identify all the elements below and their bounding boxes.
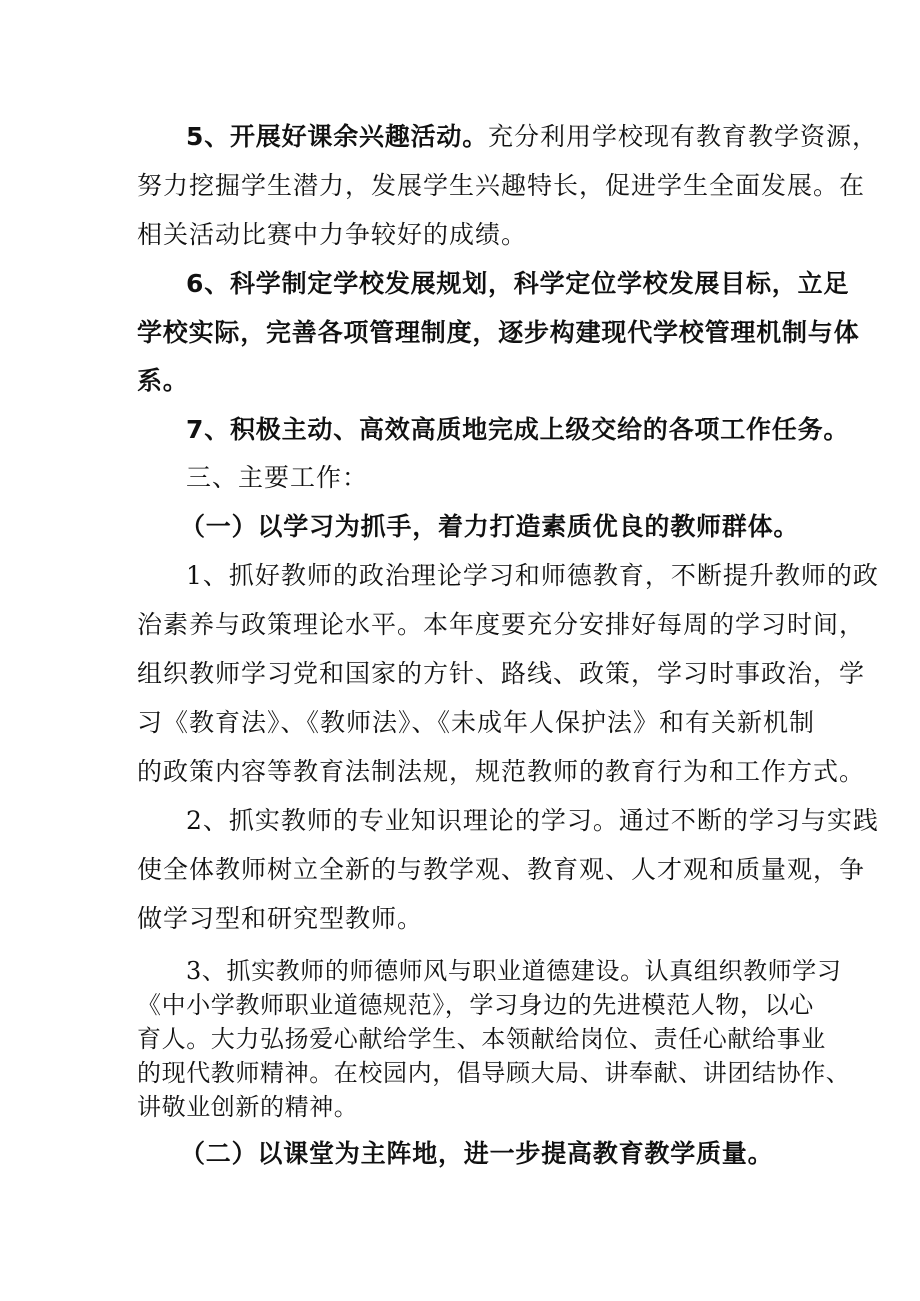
p3-line5: 讲敬业创新的精神。 bbox=[137, 1093, 359, 1121]
sub1-heading: （一）以学习为抓手，着力打造素质优良的教师群体。 bbox=[180, 512, 800, 541]
p1-line2: 治素养与政策理论水平。本年度要充分安排好每周的学习时间， bbox=[137, 610, 866, 639]
p2-line2: 使全体教师树立全新的与教学观、教育观、人才观和质量观，争 bbox=[137, 855, 866, 884]
item5-heading: 5、开展好课余兴趣活动。 bbox=[186, 122, 488, 151]
p1-line4: 习《教育法》、《教师法》、《未成年人保护法》和有关新机制 bbox=[137, 708, 816, 737]
p1-line3: 组织教师学习党和国家的方针、路线、政策，学习时事政治，学 bbox=[137, 659, 866, 688]
item5-line3: 相关活动比赛中力争较好的成绩。 bbox=[137, 220, 528, 249]
p1-line5: 的政策内容等教育法制法规，规范教师的教育行为和工作方式。 bbox=[137, 757, 866, 786]
section3-heading: 三、主要工作： bbox=[186, 463, 369, 492]
p2-line1: 2、抓实教师的专业知识理论的学习。通过不断的学习与实践 bbox=[186, 806, 879, 835]
p1-line1: 1、抓好教师的政治理论学习和师德教育，不断提升教师的政 bbox=[186, 561, 879, 590]
p2-line3: 做学习型和研究型教师。 bbox=[137, 904, 424, 933]
p3-line3: 育人。大力弘扬爱心献给学生、本领献给岗位、责任心献给事业 bbox=[137, 1025, 826, 1053]
p3-line1: 3、抓实教师的师德师风与职业道德建设。认真组织教师学习 bbox=[186, 957, 842, 985]
item5-line2: 努力挖掘学生潜力，发展学生兴趣特长，促进学生全面发展。在 bbox=[137, 171, 866, 200]
item5-line1 bbox=[186, 122, 878, 152]
sub2-heading: （二）以课堂为主阵地，进一步提高教育教学质量。 bbox=[180, 1139, 774, 1168]
item5-text: 充分利用学校现有教育教学资源， bbox=[488, 122, 879, 151]
item6-line3: 系。 bbox=[137, 366, 189, 395]
item6-line2: 学校实际，完善各项管理制度，逐步构建现代学校管理机制与体 bbox=[137, 318, 860, 347]
p3-line2: 《中小学教师职业道德规范》，学习身边的先进模范人物，以心 bbox=[137, 991, 814, 1019]
item6-line1: 6、科学制定学校发展规划，科学定位学校发展目标，立足 bbox=[186, 269, 850, 298]
p3-line4: 的现代教师精神。在校园内，倡导顾大局、讲奉献、讲团结协作、 bbox=[137, 1059, 851, 1087]
item7-line1: 7、积极主动、高效高质地完成上级交给的各项工作任务。 bbox=[186, 415, 850, 444]
